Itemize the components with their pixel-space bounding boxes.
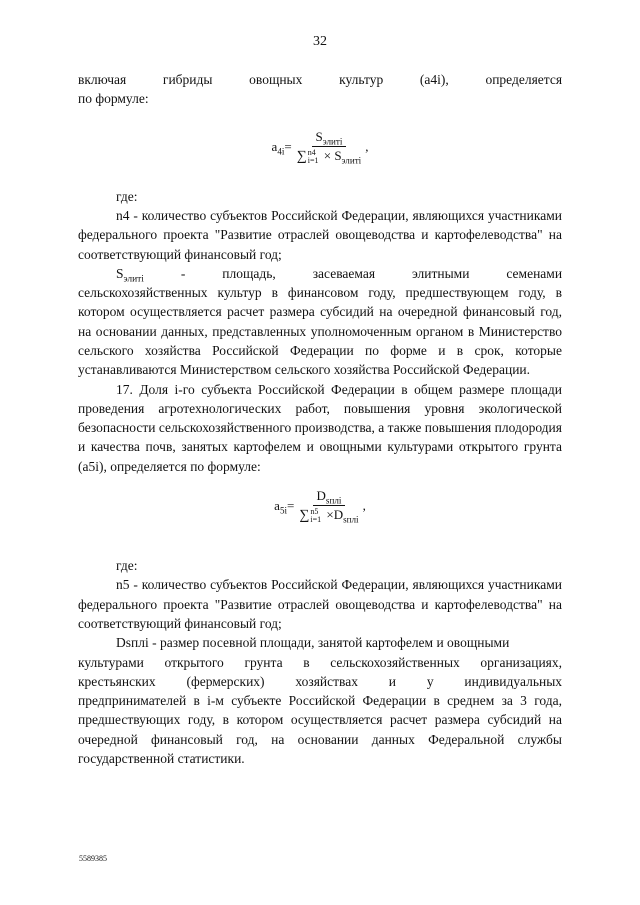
paragraph-17: 17. Доля i-го субъекта Российской Федерации в общем размере площади проведения агротехнологических работ, повышения уровня экологической безопасности сельскохозяйственного производства, а также повышения плодородия и качества почв, занятых картофелем и овощными культурами открытого грунта (a5i), определяется по формуле: <box>78 381 562 474</box>
sigma-symbol: ∑ <box>299 508 310 524</box>
formula-lhs: $a_{4i}=$ <box>271 138 292 157</box>
where-label: где: <box>116 188 138 204</box>
formula-a5i: $a_{5i}=$ $D_{sплi}$ ∑ n5 i=1 $\times D_{sплi}$ , <box>274 488 366 525</box>
formula-fraction <box>294 129 364 165</box>
formula-numerator: $S_{элитi}$ <box>312 129 347 147</box>
intro-word: гибриды <box>162 72 213 87</box>
where-label: где: <box>116 558 138 574</box>
document-code: 5589385 <box>79 854 107 863</box>
definition-n5: n5 - количество субъектов Российской Федерации, являющихся участниками федерального проекта "Развитие отраслей овощеводства и картофелеводства" на соответствующий финансовый год; <box>78 577 562 631</box>
document-body <box>78 70 562 768</box>
definition-d-line1: Dsплi - размер посевной площади, занятой картофелем и овощными <box>116 635 510 651</box>
formula-fraction <box>296 488 361 524</box>
formula-lhs: $a_{5i}=$ <box>274 498 295 517</box>
intro-word: включая <box>78 72 127 87</box>
formula-numerator: $D_{sплi}$ <box>313 488 346 506</box>
intro-word: культур <box>339 72 384 87</box>
formula-denominator: ∑ n4 i=1 × $S_{элитi}$ <box>296 147 362 166</box>
intro-word: овощных <box>249 72 303 87</box>
formula-a4i: $a_{4i}=$ $S_{элитi}$ ∑ n4 i=1 × $S_{элитi}$ , <box>271 128 369 166</box>
definition-d-line2: культурами открытого грунта в сельскохозяйственных организациях, <box>78 654 563 670</box>
formula-denominator: ∑ n5 i=1 $\times D_{sплi}$ <box>299 507 359 525</box>
definition-d-rest: предпринимателей в i-м субъекте Российской Федерации в среднем за 3 года, предшествующих году, в котором осуществляется расчет размера субсидий на очередной финансовый год, на основании данных Федеральной службы государственной статистики. <box>78 693 562 767</box>
definition-n4: n4 - количество субъектов Российской Федерации, являющихся участниками федерального проекта "Развитие отраслей овощеводства и картофелеводства" на соответствующий финансовый год; <box>78 207 562 262</box>
intro-word: определяется <box>485 72 563 87</box>
definition-s-rest: сельскохозяйственных культур в финансовом году, предшествующем году, в котором осуществляется расчет размера субсидий на очередной финансовый год, на основании данных, представленных уполномоченным органом в Министерство сельского хозяйства Российской Федерации по форме и в срок, которые устанавливаются Министерством сельского хозяйства Российской Федерации. <box>78 285 562 378</box>
intro-word: (a4i), <box>419 72 449 87</box>
definition-d-line3: крестьянских (фермерских) хозяйствах и у индивидуальных <box>78 673 563 689</box>
definition-s-line1: $S_{элитi}$ - площадь, засеваемая элитными семенами <box>116 265 563 285</box>
intro-line-2: по формуле: <box>78 91 149 107</box>
intro-line-1 <box>78 70 562 89</box>
page-number: 32 <box>313 34 327 49</box>
sigma-symbol: ∑ <box>296 148 307 164</box>
s-symbol: $S_{элитi}$ <box>116 265 144 285</box>
sum-limits: n4 i=1 <box>307 147 319 165</box>
sum-limits: n5 i=1 <box>310 507 322 525</box>
